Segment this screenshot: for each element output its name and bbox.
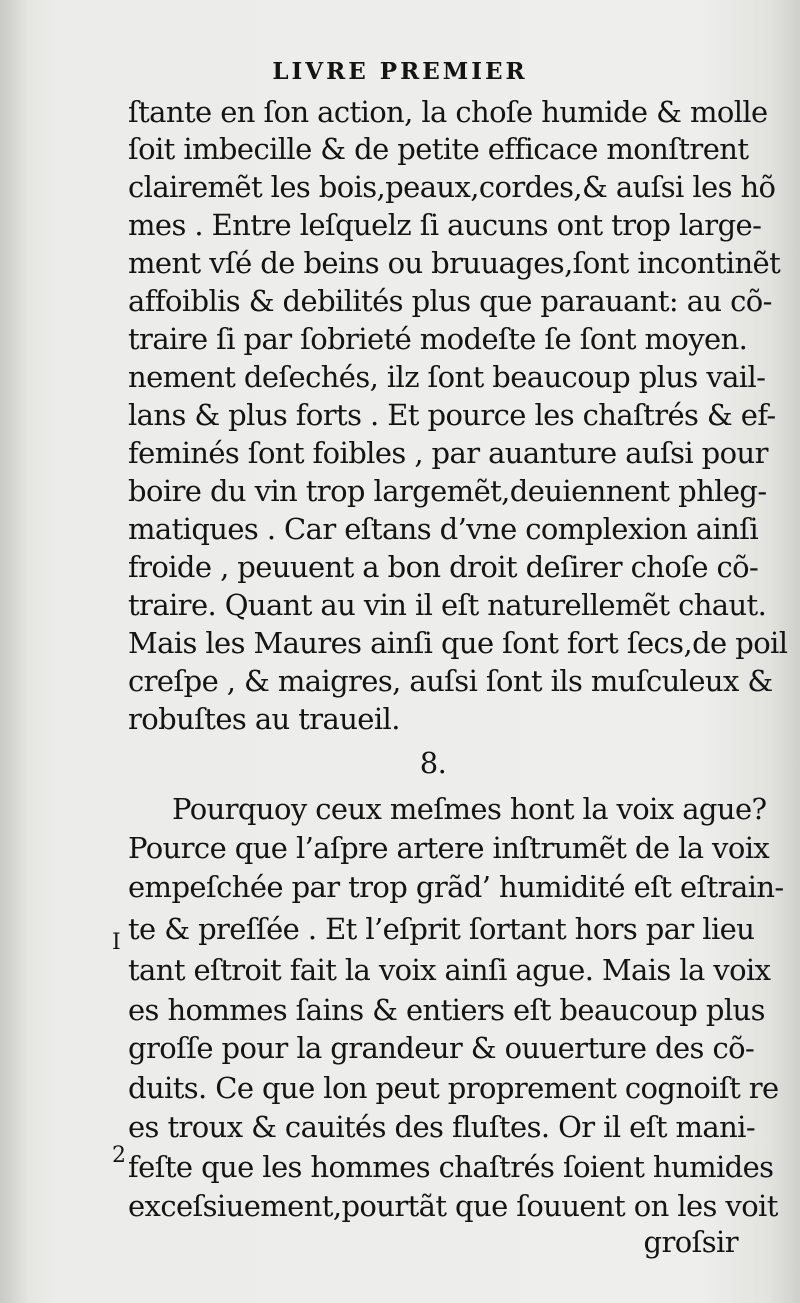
text-line: traire ſi par ſobrieté modeſte ſe ſont moyen. [128,322,748,356]
text-line: Pource que l’aſpre artere inſtrumẽt de la voix [128,831,770,865]
text-line: traire. Quant au vin il eſt naturellemẽt chaut. [128,588,767,622]
text-line: lans & plus forts . Et pource les chaſtrés & ef- [128,398,776,432]
text-line: es hommes ſains & entiers eſt beaucoup plus [128,993,765,1027]
text-line: creſpe , & maigres, auſsi ſont ils muſculeux & [128,664,773,698]
text-line: exceſsiuement,pourtãt que ſouuent on les voit [128,1189,778,1223]
text-line: matiques . Car eſtans d’vne complexion ainſi [128,512,759,546]
text-line: duits. Ce que lon peut proprement cognoiſt re [128,1071,779,1105]
text-line: tant eſtroit fait la voix ainſi ague. Mais la voix [128,953,771,987]
text-line: feminés ſont foibles , par auanture auſsi pour [128,436,768,470]
margin-note-2: 2 [112,1143,126,1168]
text-line: ſtante en ſon action, la choſe humide & molle [128,95,768,129]
text-line: empeſchée par trop grãd’ humidité eſt eſtrain- [128,870,784,904]
text-line: feſte que les hommes chaſtrés ſoient humides [128,1150,774,1184]
catchword: groſsir [643,1225,738,1259]
margin-note-1: I [112,930,121,955]
text-line: affoiblis & debilités plus que parauant: au cõ- [128,284,772,318]
text-line: ſoit imbecille & de petite efficace monſtrent [128,132,749,166]
text-line: groſſe pour la grandeur & ouuerture des cõ- [128,1031,755,1065]
text-line: robuſtes au traueil. [128,702,400,736]
text-line: Mais les Maures ainſi que ſont fort ſecs,de poil [128,626,788,660]
section-number: 8. [419,746,447,780]
text-line: boire du vin trop largemẽt,deuiennent phleg- [128,474,767,508]
text-line: te & preſſée . Et l’eſprit ſortant hors par lieu [128,912,755,946]
text-line: clairemẽt les bois,peaux,cordes,& auſsi les hõ [128,170,776,204]
text-line: ment vſé de beins ou bruuages,ſont incontinẽt [128,246,781,280]
text-line: froide , peuuent a bon droit deſirer choſe cõ- [128,550,759,584]
text-line: nement deſechés, ilz ſont beaucoup plus vail- [128,360,766,394]
question-heading: Pourquoy ceux meſmes hont la voix ague? [172,792,767,826]
text-line: mes . Entre leſquelz ſi aucuns ont trop large- [128,208,762,242]
text-line: es troux & cauités des fluſtes. Or il eſt mani- [128,1110,756,1144]
running-header: LIVRE PREMIER [272,58,528,85]
